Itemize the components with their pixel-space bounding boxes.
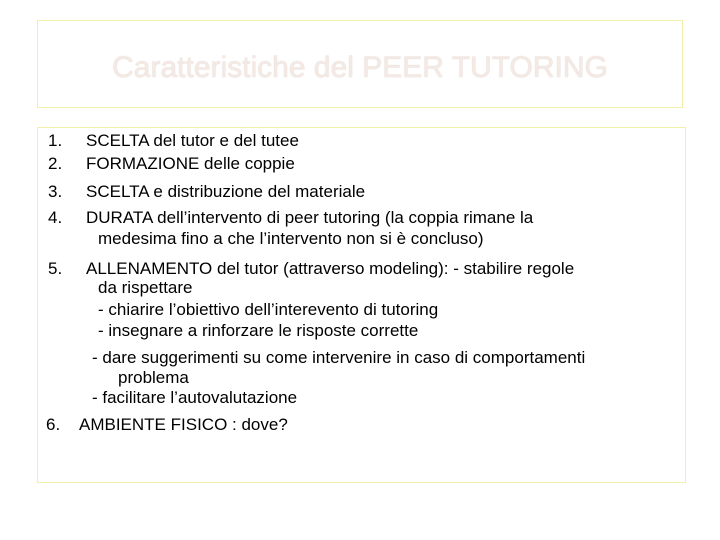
item-5-text-line-7: - facilitare l’autovalutazione — [92, 388, 298, 407]
item-5-text-line-5: - dare suggerimenti su come intervenire in caso di comportamenti — [92, 348, 586, 367]
item-5-text-line-6: problema — [118, 368, 189, 387]
item-4-text-line-1: DURATA dell’intervento di peer tutoring (la coppia rimane la — [86, 208, 534, 227]
content-box — [37, 127, 686, 483]
slide-title: Caratteristiche del PEER TUTORING — [112, 51, 608, 84]
item-2-text: FORMAZIONE delle coppie — [86, 154, 295, 173]
item-5-number: 5. — [48, 259, 63, 278]
title-box — [37, 20, 683, 108]
item-3-number: 3. — [48, 182, 63, 201]
item-6-number: 6. — [46, 415, 61, 434]
item-5-text-line-2: da rispettare — [98, 278, 193, 297]
item-6-text: AMBIENTE FISICO : dove? — [79, 415, 288, 434]
item-4-text-line-2: medesima fino a che l’intervento non si è concluso) — [98, 229, 484, 248]
item-4-number: 4. — [48, 208, 63, 227]
item-5-text-line-3: - chiarire l’obiettivo dell’interevento di tutoring — [98, 300, 439, 319]
item-2-number: 2. — [48, 154, 63, 173]
item-1-number: 1. — [48, 131, 63, 150]
item-1-text: SCELTA del tutor e del tutee — [86, 131, 299, 150]
item-3-text: SCELTA e distribuzione del materiale — [86, 182, 366, 201]
item-5-text-line-4: - insegnare a rinforzare le risposte corrette — [98, 321, 419, 340]
item-5-text-line-1: ALLENAMENTO del tutor (attraverso modeling): - stabilire regole — [86, 259, 575, 278]
